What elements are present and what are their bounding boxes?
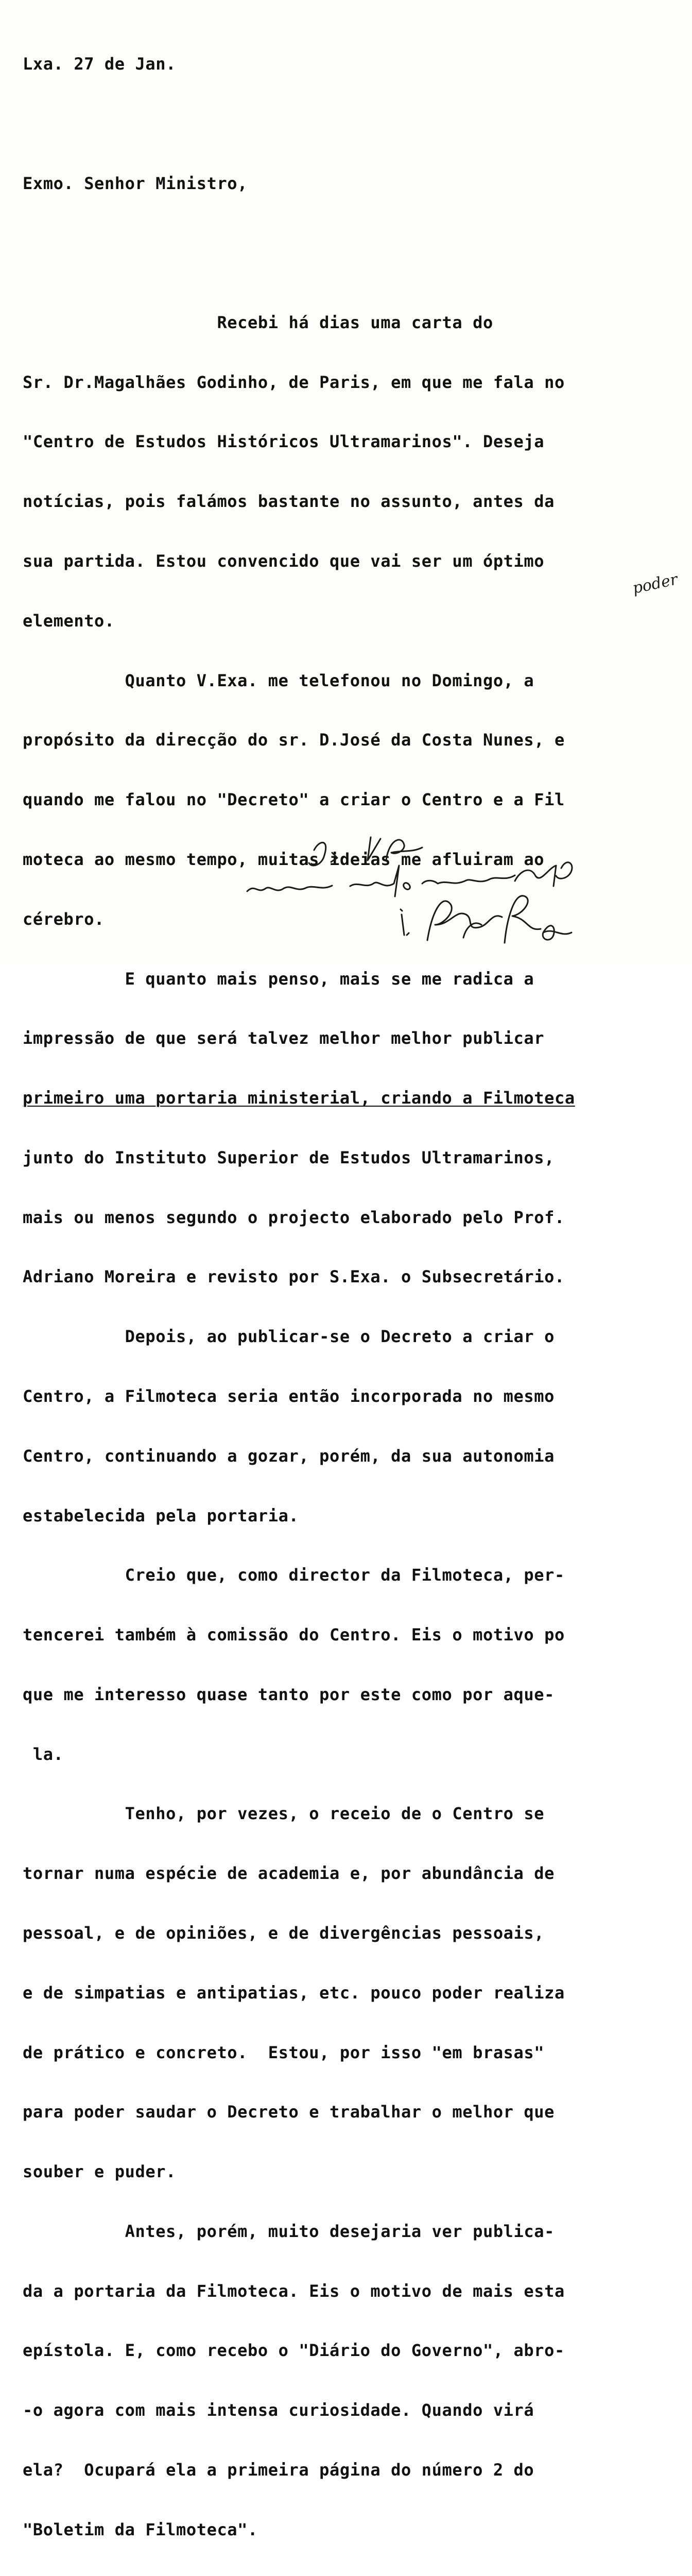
letter-line: tencerei também à comissão do Centro. Eis o motivo po — [23, 1625, 565, 1645]
letter-line: ela? Ocupará ela a primeira página do número 2 do — [23, 2460, 534, 2480]
letter-line: tornar numa espécie de academia e, por abundância de — [23, 1863, 555, 1884]
handwritten-insert: poder — [631, 570, 680, 598]
letter-line: da a portaria da Filmoteca. Eis o motivo de mais esta — [23, 2281, 565, 2301]
typed-letter-body — [23, 14, 687, 2576]
letter-line: "Boletim da Filmoteca". — [23, 2519, 258, 2539]
letter-line: "Centro de Estudos Históricos Ultramarinos". Deseja — [23, 432, 545, 452]
letter-line: estabelecida pela portaria. — [23, 1505, 299, 1526]
letter-line: la. — [23, 1744, 64, 1764]
letter-line: Tenho, por vezes, o receio de o Centro se — [23, 1804, 545, 1824]
letter-line: Centro, a Filmoteca seria então incorporada no mesmo — [23, 1386, 555, 1406]
letter-line: Centro, continuando a gozar, porém, da sua autonomia — [23, 1446, 555, 1466]
letter-line: de prático e concreto. Estou, por isso "em brasas" — [23, 2042, 545, 2062]
letter-line: quando me falou no "Decreto" a criar o Centro e a Fil — [23, 790, 565, 810]
date-line: Lxa. 27 de Jan. — [23, 54, 176, 74]
handwritten-signature-image — [247, 824, 669, 953]
letter-line: Recebi há dias uma carta do — [23, 312, 493, 332]
letter-line: cérebro. — [23, 909, 105, 929]
letter-line: Creio que, como director da Filmoteca, per- — [23, 1565, 565, 1585]
spacer — [23, 233, 687, 253]
letter-line: e de simpatias e antipatias, etc. pouco poder realiza — [23, 1982, 565, 2003]
letter-line: -o agora com mais intensa curiosidade. Quando virá — [23, 2400, 534, 2420]
salutation: Exmo. Senhor Ministro, — [23, 173, 248, 193]
letter-line: Antes, porém, muito desejaria ver publica- — [23, 2221, 555, 2241]
letter-line: souber e puder. — [23, 2162, 176, 2182]
letter-line: impressão de que será talvez melhor melhor publicar — [23, 1028, 545, 1048]
letter-line: mais ou menos segundo o projecto elaborado pelo Prof. — [23, 1207, 565, 1227]
letter-line: para poder saudar o Decreto e trabalhar o melhor que — [23, 2102, 555, 2122]
letter-line: propósito da direcção do sr. D.José da Costa Nunes, e — [23, 730, 565, 750]
letter-line: Quanto V.Exa. me telefonou no Domingo, a — [23, 670, 534, 690]
letter-line: elemento. — [23, 611, 115, 631]
spacer — [23, 114, 687, 134]
letter-line: epístola. E, como recebo o "Diário do Governo", abro- — [23, 2341, 565, 2361]
letter-line: Depois, ao publicar-se o Decreto a criar o — [23, 1327, 555, 1347]
letter-line: notícias, pois falámos bastante no assunto, antes da — [23, 492, 555, 512]
letter-line: primeiro uma portaria ministerial, criando a Filmoteca — [23, 1088, 575, 1108]
letter-line: Adriano Moreira e revisto por S.Exa. o Subsecretário. — [23, 1267, 565, 1287]
letter-line: Sr. Dr.Magalhães Godinho, de Paris, em que me fala no — [23, 372, 565, 392]
letter-line: sua partida. Estou convencido que vai ser um óptimo — [23, 551, 545, 571]
letter-line: E quanto mais penso, mais se me radica a — [23, 969, 534, 989]
letter-line: moteca ao mesmo tempo, muitas ideias me afluiram ao — [23, 849, 545, 869]
letter-line: junto do Instituto Superior de Estudos Ultramarinos, — [23, 1147, 555, 1167]
letter-line: pessoal, e de opiniões, e de divergências pessoais, — [23, 1923, 545, 1943]
letter-line: que me interesso quase tanto por este como por aque- — [23, 1684, 555, 1704]
